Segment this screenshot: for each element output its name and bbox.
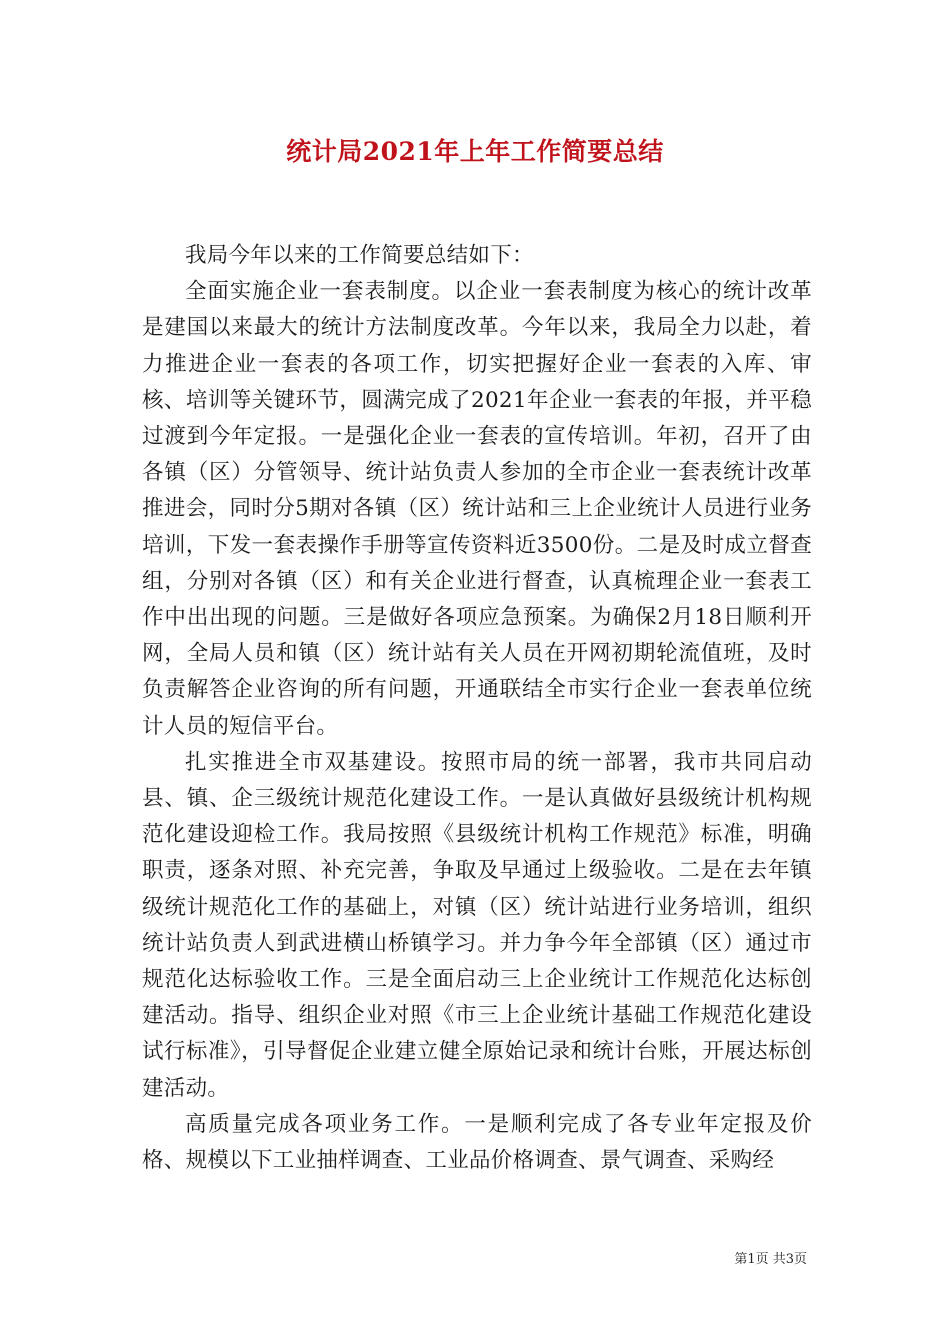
paragraph-enterprise-reporting: 全面实施企业一套表制度。以企业一套表制度为核心的统计改革是建国以来最大的统计方法制度改革。今年以来，我局全力以赴，着力推进企业一套表的各项工作，切实把握好企业一套表的入库、审核、培训等关键环节，圆满完成了2021年企业一套表的年报，并平稳过渡到今年定报。一是强化企业一套表的宣传培训。年初，召开了由各镇（区）分管领导、统计站负责人参加的全市企业一套表统计改革推进会，同时分5期对各镇（区）统计站和三上企业统计人员进行业务培训，下发一套表操作手册等宣传资料近3500份。二是及时成立督查组，分别对各镇（区）和有关企业进行督查，认真梳理企业一套表工作中出出现的问题。三是做好各项应急预案。为确保2月18日顺利开网，全局人员和镇（区）统计站有关人员在开网初期轮流值班，及时负责解答企业咨询的所有问题，开通联结全市实行企业一套表单位统计人员的短信平台。 — [142, 279, 812, 739]
paragraph-intro: 我局今年以来的工作简要总结如下： — [185, 243, 534, 268]
page-number: 第1页 共3页 — [734, 1252, 807, 1267]
document-body — [142, 238, 812, 1179]
document-title: 统计局2021年上年工作简要总结 — [286, 137, 664, 166]
paragraph-dual-foundation: 扎实推进全市双基建设。按照市局的统一部署，我市共同启动县、镇、企三级统计规范化建设工作。一是认真做好县级统计机构规范化建设迎检工作。我局按照《县级统计机构工作规范》标准，明确职责，逐条对照、补充完善，争取及早通过上级验收。二是在去年镇级统计规范化工作的基础上，对镇（区）统计站进行业务培训，组织统计站负责人到武进横山桥镇学习。并力争今年全部镇（区）通过市规范化达标验收工作。三是全面启动三上企业统计工作规范化达标创建活动。指导、组织企业对照《市三上企业统计基础工作规范化建设试行标准》，引导督促企业建立健全原始记录和统计台账，开展达标创建活动。 — [142, 749, 812, 1101]
paragraph-business-work: 高质量完成各项业务工作。一是顺利完成了各专业年定报及价格、规模以下工业抽样调查、工业品价格调查、景气调查、采购经 — [142, 1111, 812, 1174]
